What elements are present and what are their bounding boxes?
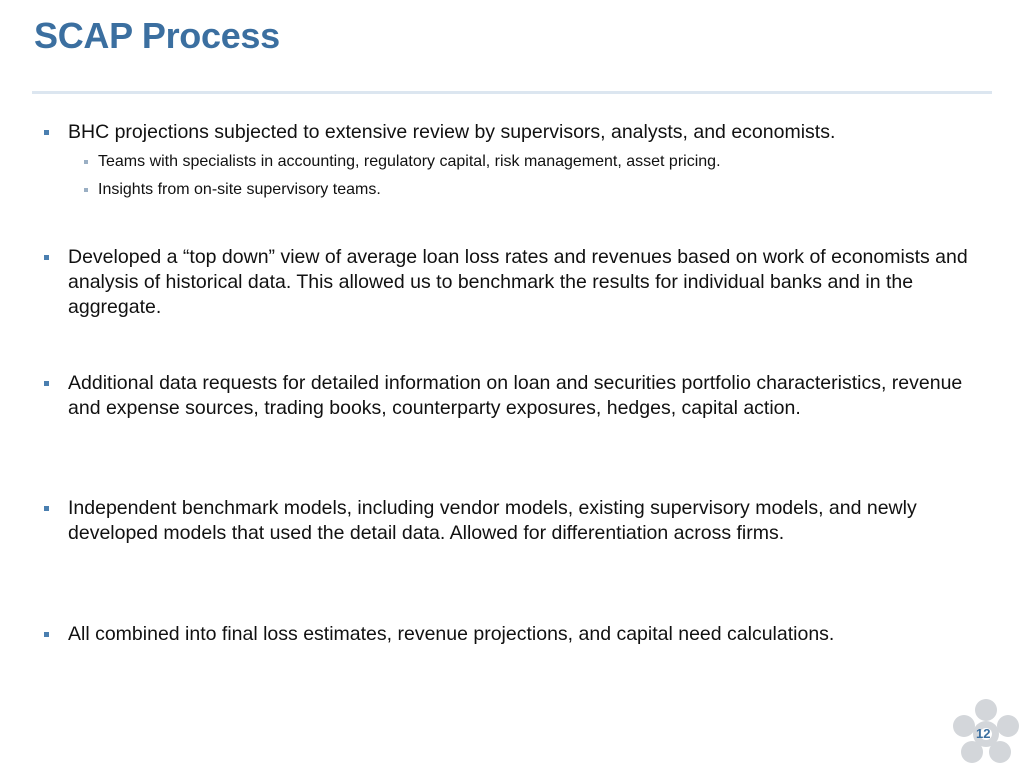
sub-bullet-marker: [84, 188, 88, 192]
bullet-1: [68, 120, 968, 145]
title-divider: [32, 91, 992, 94]
bullet-marker: [44, 381, 49, 386]
bullet-2: [68, 245, 968, 320]
sub-bullet-text: Teams with specialists in accounting, regulatory capital, risk management, asset pricing.: [98, 153, 721, 170]
bullet-text: Developed a “top down” view of average loan loss rates and revenues based on work of economists and analysis of historical data. This allowed us to benchmark the results for individual banks and in the aggregate.: [68, 246, 968, 318]
bullet-text: Additional data requests for detailed information on loan and securities portfolio characteristics, revenue and expense sources, trading books, counterparty exposures, hedges, capital action.: [68, 372, 963, 419]
bullet-marker: [44, 632, 49, 637]
bullet-3: [68, 371, 968, 421]
bullet-marker: [44, 255, 49, 260]
page-number: 12: [976, 726, 991, 741]
sub-bullet-marker: [84, 160, 88, 164]
bullet-marker: [44, 130, 49, 135]
bullet-text: All combined into final loss estimates, revenue projections, and capital need calculations.: [68, 623, 835, 645]
bullet-text: BHC projections subjected to extensive review by supervisors, analysts, and economists.: [68, 121, 836, 143]
bullet-marker: [44, 506, 49, 511]
bullet-4: [68, 496, 968, 546]
sub-bullet-1-1: [98, 152, 958, 172]
bullet-5: [68, 622, 968, 647]
sub-bullet-text: Insights from on-site supervisory teams.: [98, 181, 381, 198]
bullet-text: Independent benchmark models, including vendor models, existing supervisory models, and newly developed models that used the detail data. Allowed for differentiation across firms.: [68, 497, 917, 544]
slide-title: SCAP Process: [34, 15, 280, 56]
sub-bullet-1-2: [98, 180, 958, 200]
